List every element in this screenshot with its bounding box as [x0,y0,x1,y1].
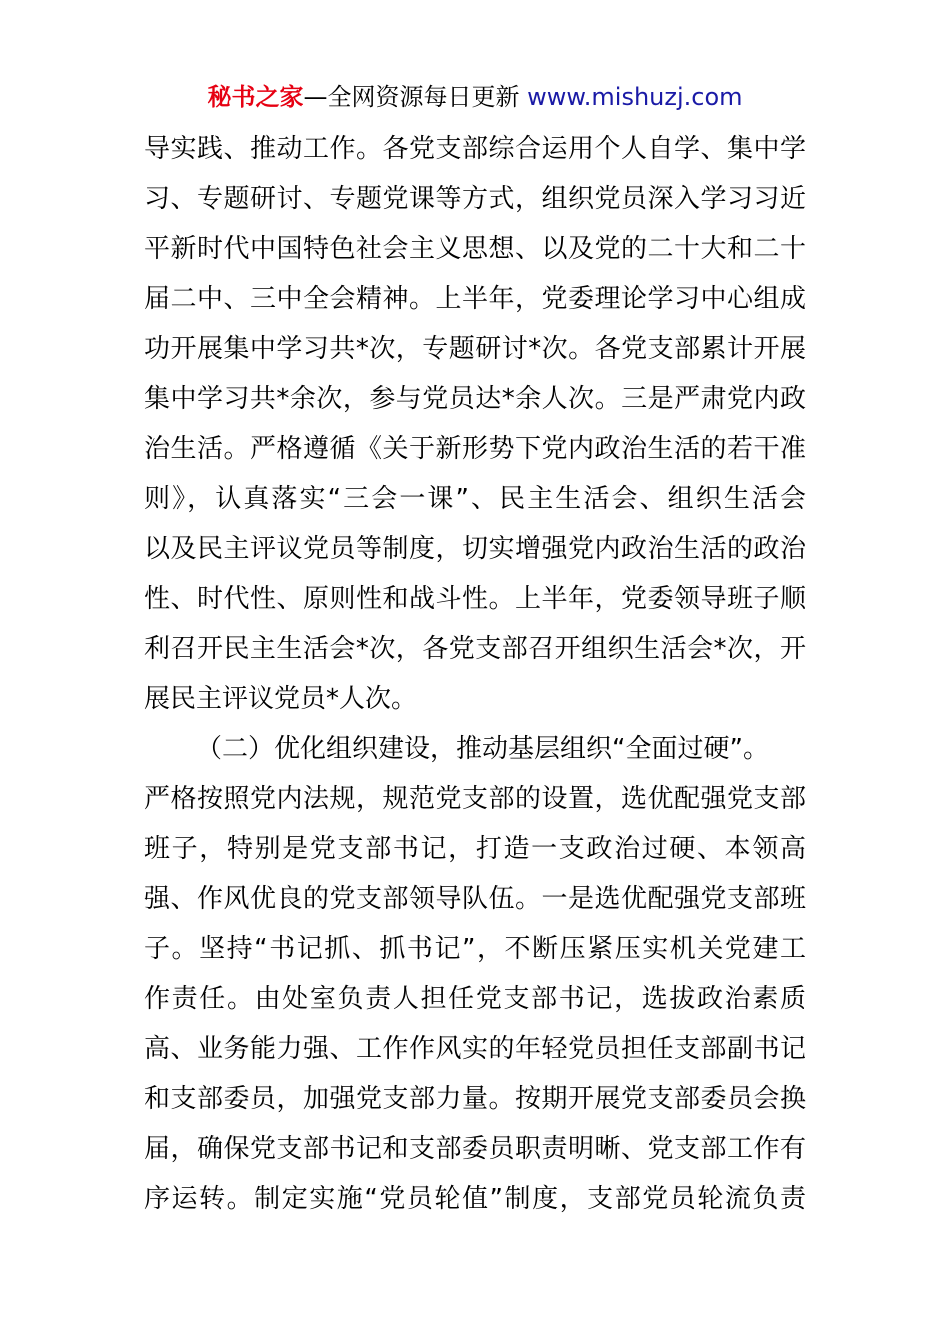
text-line: 治生活。严格遵循《关于新形势下党内政治生活的若干准 [144,434,806,464]
text-line: 届，确保党支部书记和支部委员职责明晰、党支部工作有 [144,1134,806,1164]
text-line: 习、专题研讨、专题党课等方式，组织党员深入学习习近 [144,184,806,214]
text-line: 班子，特别是党支部书记，打造一支政治过硬、本领高 [144,834,806,864]
text-line: 导实践、推动工作。各党支部综合运用个人自学、集中学 [144,134,806,164]
text-line: 强、作风优良的党支部领导队伍。一是选优配强党支部班 [144,884,806,914]
text-line: 子。坚持“书记抓、抓书记”，不断压紧压实机关党建工 [144,934,806,964]
text-line: 届二中、三中全会精神。上半年，党委理论学习中心组成 [144,284,806,314]
site-brand: 秘书之家 [207,83,304,111]
site-tagline: —全网资源每日更新 [303,83,528,111]
text-line: 利召开民主生活会*次，各党支部召开组织生活会*次，开 [144,634,806,664]
text-line: 性、时代性、原则性和战斗性。上半年，党委领导班子顺 [144,584,806,614]
section-heading: （二）优化组织建设，推动基层组织“全面过硬”。 [196,734,769,764]
text-line: 序运转。制定实施“党员轮值”制度，支部党员轮流负责 [144,1184,806,1214]
text-line: 以及民主评议党员等制度，切实增强党内政治生活的政治 [144,534,806,564]
text-line: 功开展集中学习共*次，专题研讨*次。各党支部累计开展 [144,334,806,364]
text-line: 高、业务能力强、工作作风实的年轻党员担任支部副书记 [144,1034,806,1064]
text-line: 严格按照党内法规，规范党支部的设置，选优配强党支部 [144,784,806,814]
text-line: 和支部委员，加强党支部力量。按期开展党支部委员会换 [144,1084,806,1114]
site-header [0,80,950,114]
site-url[interactable]: www.mishuzj.com [527,83,743,111]
text-line: 集中学习共*余次，参与党员达*余人次。三是严肃党内政 [144,384,806,414]
text-line: 作责任。由处室负责人担任党支部书记，选拔政治素质 [144,984,806,1014]
text-line: 平新时代中国特色社会主义思想、以及党的二十大和二十 [144,234,806,264]
document-body [144,124,806,1224]
text-line: 则》，认真落实“三会一课”、民主生活会、组织生活会 [144,484,806,514]
text-line: 展民主评议党员*人次。 [144,684,418,714]
